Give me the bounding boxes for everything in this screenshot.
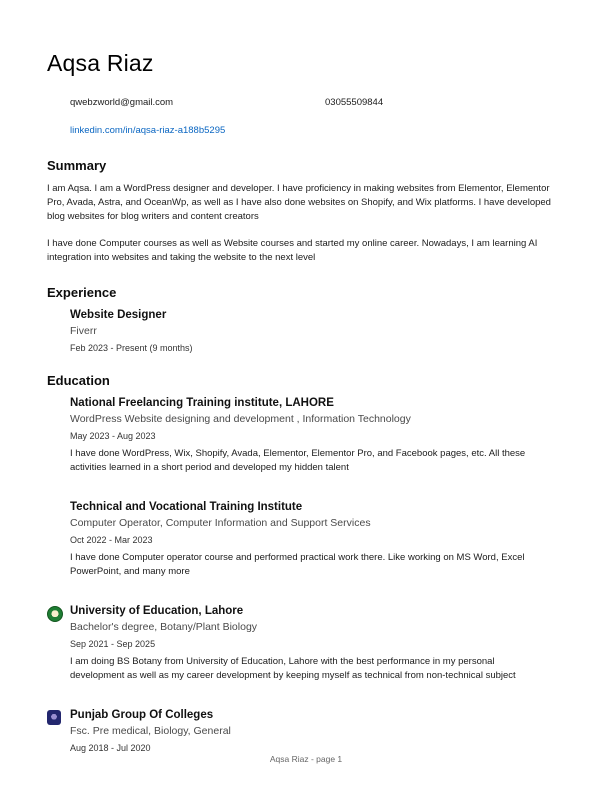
degree-name: Computer Operator, Computer Information and Support Services xyxy=(70,517,371,529)
contact-row xyxy=(70,97,565,108)
education-entry xyxy=(47,709,565,753)
email-text: qwebzworld@gmail.com xyxy=(70,97,174,108)
education-entry xyxy=(47,501,565,579)
education-entry xyxy=(47,605,565,683)
school-name: University of Education, Lahore xyxy=(70,605,244,617)
degree-name: Bachelor's degree, Botany/Plant Biology xyxy=(70,621,258,633)
education-dates: Sep 2021 - Sep 2025 xyxy=(70,639,156,649)
education-dates: May 2023 - Aug 2023 xyxy=(70,431,156,441)
university-of-education-logo-icon xyxy=(47,606,63,622)
punjab-group-of-colleges-logo-icon xyxy=(47,710,61,725)
entry-gutter xyxy=(47,605,70,683)
degree-name: WordPress Website designing and development , Information Technology xyxy=(70,413,411,425)
education-description: I am doing BS Botany from University of Education, Lahore with the best performance in my personal development as well as my career development by keeping myself as technical from non-technical subject xyxy=(70,656,516,681)
resume-name: Aqsa Riaz xyxy=(47,50,154,76)
job-company: Fiverr xyxy=(70,325,97,337)
entry-content xyxy=(70,309,565,353)
linkedin-link[interactable]: linkedin.com/in/aqsa-riaz-a188b5295 xyxy=(70,125,226,136)
entry-gutter xyxy=(47,397,70,475)
school-name: Punjab Group Of Colleges xyxy=(70,709,214,721)
education-dates: Aug 2018 - Jul 2020 xyxy=(70,743,151,753)
school-name: National Freelancing Training institute, LAHORE xyxy=(70,397,334,409)
summary-paragraph-1: I am Aqsa. I am a WordPress designer and developer. I have proficiency in making websites from Elementor, Elementor Pro, Avada, Astra, and OceanWp, as well as I have also done websites on Shopify, and Wix platforms. I have developed blog websites for blog writers and content creators xyxy=(47,183,551,222)
job-title: Website Designer xyxy=(70,309,167,321)
entry-gutter xyxy=(47,309,70,353)
entry-gutter xyxy=(47,709,70,753)
summary-paragraph-2: I have done Computer courses as well as Website courses and started my online career. Nowadays, I am learning AI integration into websites and taking the website to the next level xyxy=(47,238,538,263)
education-description: I have done Computer operator course and performed practical work there. Like working on MS Word, Excel PowerPoint, and many more xyxy=(70,552,525,577)
entry-content xyxy=(70,709,565,753)
summary-heading: Summary xyxy=(47,158,107,173)
experience-heading: Experience xyxy=(47,285,117,300)
entry-content xyxy=(70,501,565,579)
school-name: Technical and Vocational Training Institute xyxy=(70,501,303,513)
education-dates: Oct 2022 - Mar 2023 xyxy=(70,535,153,545)
phone-text: 03055509844 xyxy=(325,97,384,108)
entry-content xyxy=(70,397,565,475)
education-heading: Education xyxy=(47,373,110,388)
entry-content xyxy=(70,605,565,683)
education-description: I have done WordPress, Wix, Shopify, Avada, Elementor, Elementor Pro, and Facebook pages, etc. All these activities learned in a short period and developed my hidden talent xyxy=(70,448,526,473)
entry-gutter xyxy=(47,501,70,579)
linkedin-row xyxy=(70,120,565,138)
experience-entry xyxy=(47,309,565,353)
job-dates: Feb 2023 - Present (9 months) xyxy=(70,343,193,353)
page-footer: Aqsa Riaz - page 1 xyxy=(269,754,343,764)
degree-name: Fsc. Pre medical, Biology, General xyxy=(70,725,231,737)
education-entry xyxy=(47,397,565,475)
